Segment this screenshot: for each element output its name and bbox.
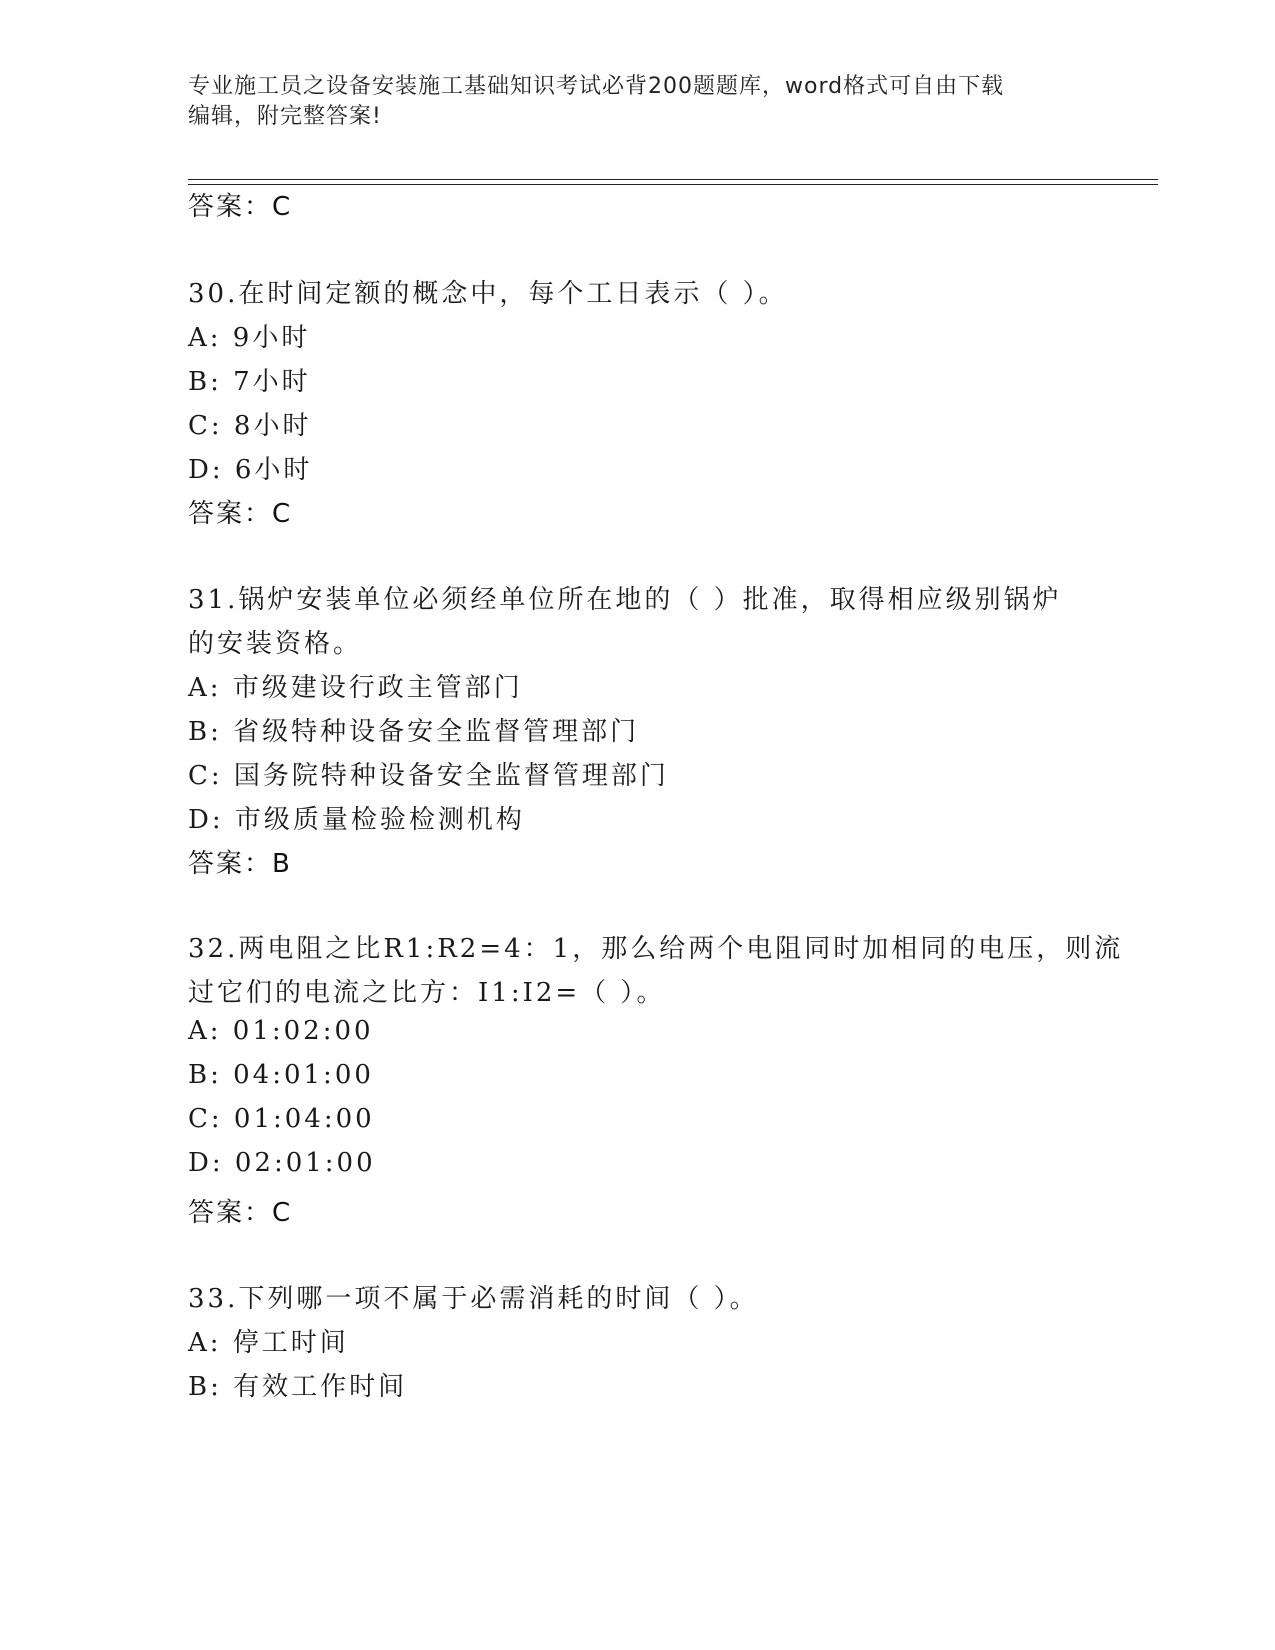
question-33-stem: 33.下列哪一项不属于必需消耗的时间（ ）。 (188, 1284, 759, 1314)
question-32-stem-line-1: 32.两电阻之比R1:R2=4：1，那么给两个电阻同时加相同的电压，则流 (188, 934, 1124, 964)
question-31-stem-line-2: 的安装资格。 (188, 629, 363, 659)
question-31-stem-line-1: 31.锅炉安装单位必须经单位所在地的（ ）批准，取得相应级别锅炉 (188, 585, 1062, 615)
question-33-option-b: B: 有效工作时间 (188, 1372, 408, 1402)
document-header (188, 72, 1088, 132)
question-32-option-c: C: 01:04:00 (188, 1104, 375, 1134)
previous-answer: 答案：C (188, 192, 293, 222)
question-31-option-a: A: 市级建设行政主管部门 (188, 673, 523, 703)
question-31-option-d: D: 市级质量检验检测机构 (188, 805, 525, 835)
question-33-option-a: A: 停工时间 (188, 1328, 349, 1358)
question-31-option-c: C: 国务院特种设备安全监督管理部门 (188, 761, 669, 791)
question-31-answer: 答案：B (188, 849, 292, 879)
header-divider-bottom (188, 184, 1158, 185)
question-31-option-b: B: 省级特种设备安全监督管理部门 (188, 717, 640, 747)
question-30-stem: 30.在时间定额的概念中，每个工日表示（ ）。 (188, 279, 788, 309)
question-32-option-a: A: 01:02:00 (188, 1016, 374, 1046)
question-32-option-b: B: 04:01:00 (188, 1060, 374, 1090)
question-30-answer: 答案：C (188, 499, 293, 529)
header-line-2: 编辑，附完整答案! (188, 104, 382, 129)
header-line-1: 专业施工员之设备安装施工基础知识考试必背200题题库，word格式可自由下载 (188, 74, 1005, 99)
question-32-stem-line-2: 过它们的电流之比方：I1:I2=（ ）。 (188, 978, 666, 1008)
header-divider-top (188, 179, 1158, 180)
question-32-answer: 答案：C (188, 1198, 293, 1228)
question-30-option-d: D: 6小时 (188, 455, 313, 485)
question-32-option-d: D: 02:01:00 (188, 1148, 376, 1178)
question-30-option-b: B: 7小时 (188, 367, 311, 397)
question-30-option-c: C: 8小时 (188, 411, 312, 441)
question-30-option-a: A: 9小时 (188, 323, 311, 353)
